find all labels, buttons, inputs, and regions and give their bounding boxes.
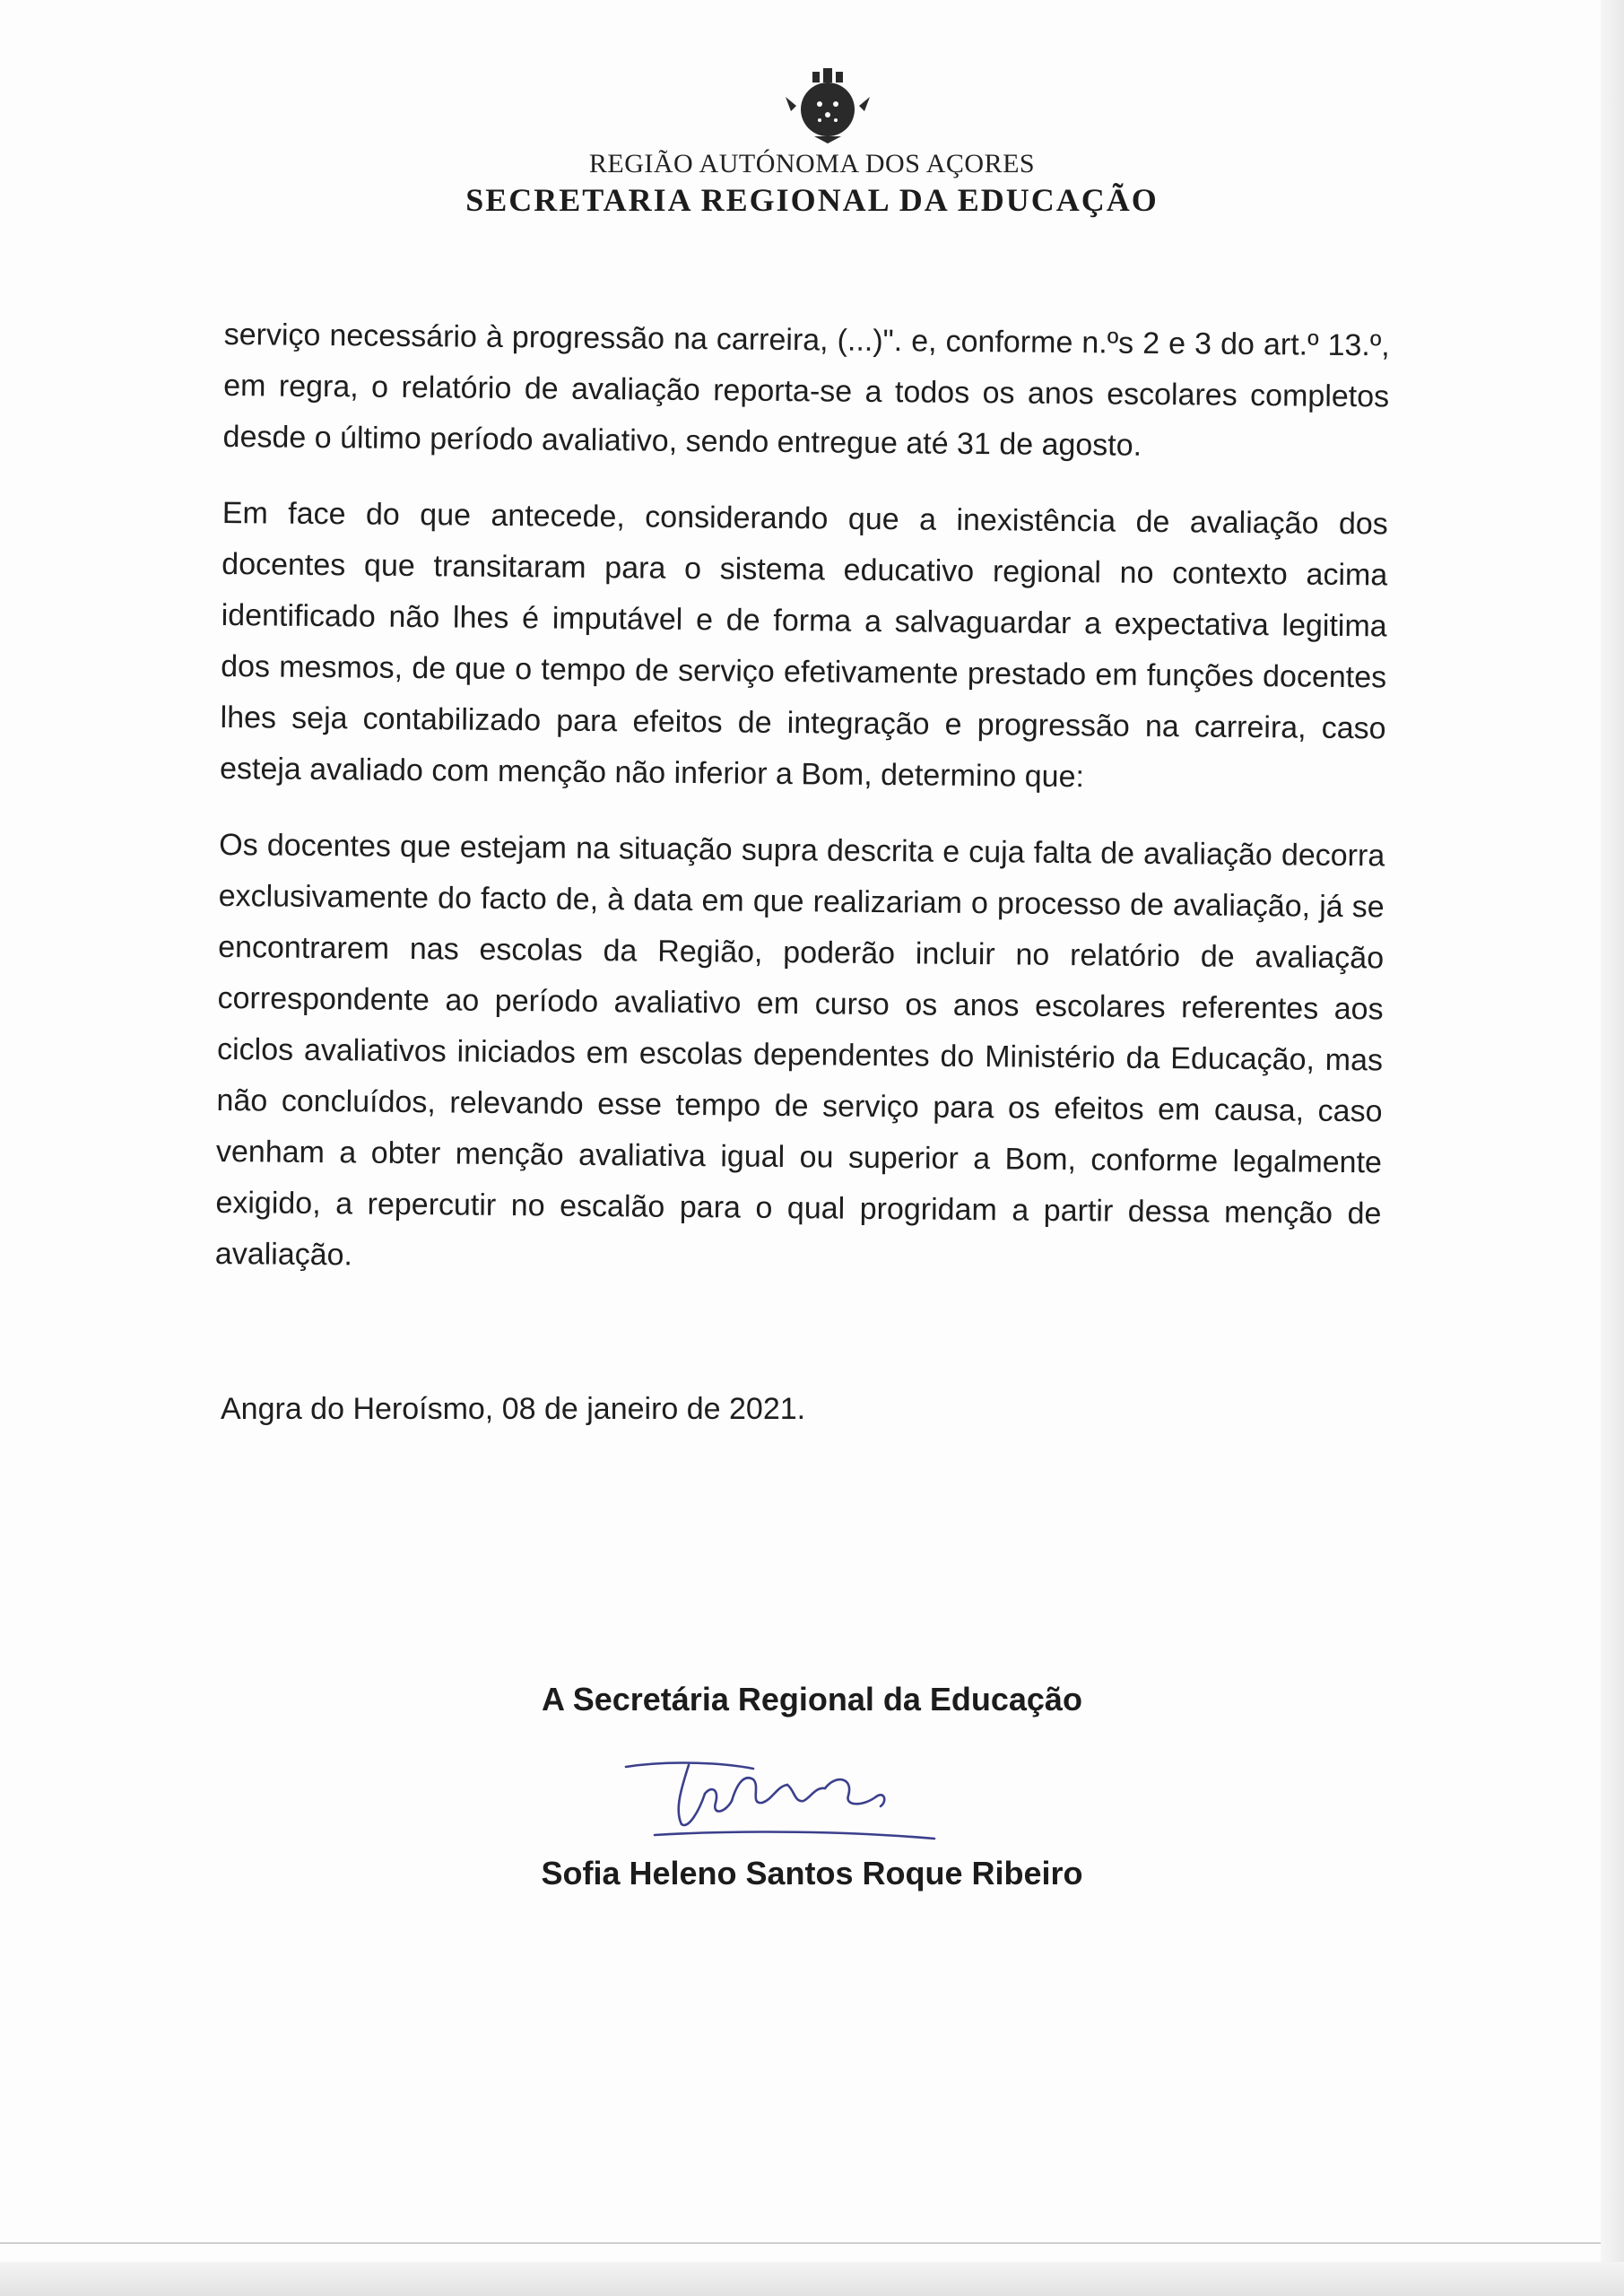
coat-of-arms-icon — [778, 63, 877, 145]
document-body — [214, 309, 1390, 1316]
scan-edge-line — [0, 2242, 1605, 2244]
body-paragraph: Os docentes que estejam na situação supra descrita e cuja falta de avaliação decorra exclusivamente do facto de, à data em que realizariam o processo de avaliação, já se encontrarem nas escolas da Região, poderão incluir no relatório de avaliação correspondente ao período avaliativo em curso os anos escolares referentes aos ciclos avaliativos iniciados em escolas dependentes do Ministério da Educação, mas não concluídos, relevando esse tempo de serviço para os efeitos em causa, caso venham a obter menção avaliativa igual ou superior a Bom, conforme legalmente exigido, a repercutir no escalão para o qual progridam a partir dessa menção de avaliação. — [214, 827, 1385, 1273]
scan-edge-bottom — [0, 2262, 1624, 2296]
region-name: REGIÃO AUTÓNOMA DOS AÇORES — [588, 149, 1036, 178]
body-paragraph: serviço necessário à progressão na carreira, (...)". e, conforme n.ºs 2 e 3 do art.º 13.º, em regra, o relatório de avaliação reporta-se a todos os anos escolares completos desde o último período avaliativo, sendo entregue até 31 de agosto. — [222, 317, 1390, 463]
body-paragraph: Em face do que antecede, considerando que a inexistência de avaliação dos docentes que transitaram para o sistema educativo regional no contexto acima identificado não lhes é imputável e de forma a salvaguardar a expectativa legitima dos mesmos, de que o tempo de serviço efetivamente prestado em funções docentes lhes seja contabilizado para efeitos de integração e progressão na carreira, caso esteja avaliado com menção não inferior a Bom, determino que: — [219, 495, 1388, 795]
scan-edge-right — [1601, 0, 1624, 2296]
department-name: SECRETARIA REGIONAL DA EDUCAÇÃO — [465, 182, 1159, 218]
handwritten-signature — [619, 1747, 951, 1855]
signatory-name: Sofia Heleno Santos Roque Ribeiro — [541, 1855, 1083, 1892]
place-and-date: Angra do Heroísmo, 08 de janeiro de 2021. — [221, 1392, 806, 1426]
signatory-title: A Secretária Regional da Educação — [542, 1681, 1082, 1718]
